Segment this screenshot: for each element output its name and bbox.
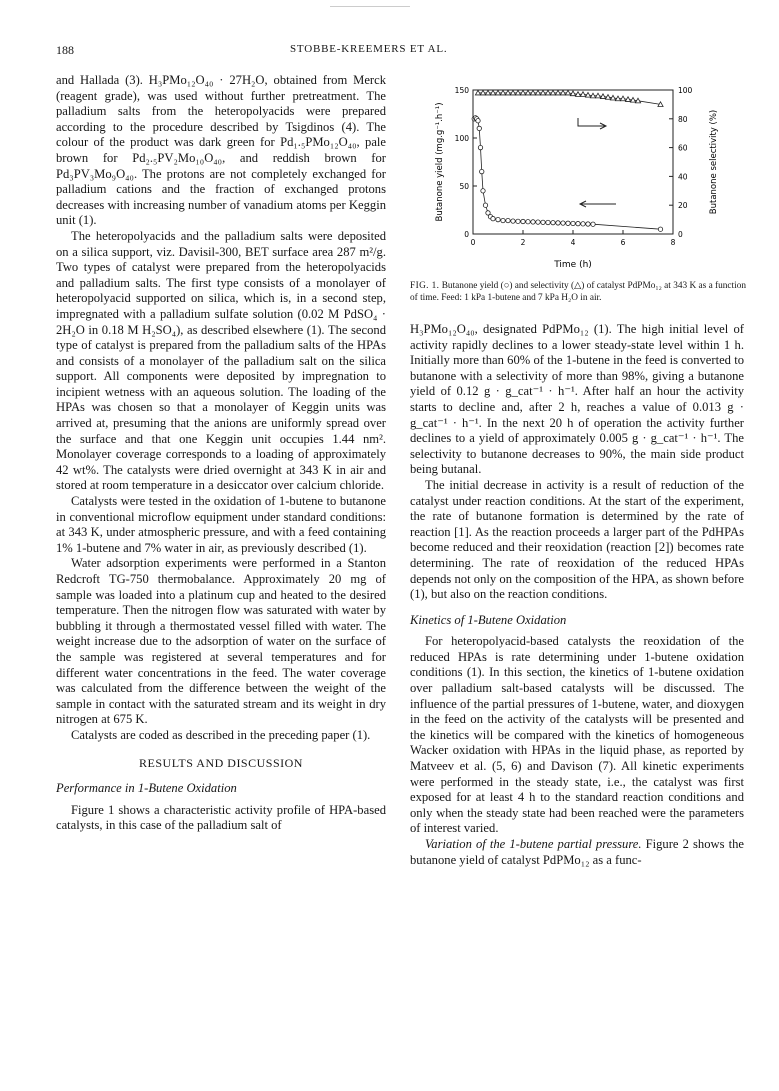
left-paragraph-2: The heteropolyacids and the palladium salts were deposited on a silica support, viz. Davisil-300, BET surface area 287 m²/g. Two types of catalyst were prepared from the heteropolyacids and palladium salts. The first type consists of a monolayer of heteropolyacid supported on silica, which is, in a second step, impregnated with a palladium sulfate solution (0.02 M PdSO₄ · 2H₂O in 0.18 M H₂SO₄), as described elsewhere (1). The second type of catalyst is prepared from the palladium salts of the HPAs and consists of a monolayer of the palladium salt on the silica support. All components were deposited by impregnation to incipient wetness with an aqueous solution. The loading of the HPAs was chosen so that a monolayer of Keggin units was arrived at, presuming that the anions are uniformly spread over the surface and that one Keggin unit occupies 1.44 nm². Monolayer coverage corresponds to a loading of approximately 42 wt%. The catalysts were dried overnight at 343 K in air and stored at room temperature in a desiccator over calcium chloride. — [56, 228, 386, 493]
y-axis-label: Butanone yield (mg.g⁻¹.h⁻¹) — [435, 102, 445, 222]
left-paragraph-4: Water adsorption experiments were performed in a Stanton Redcroft TG-750 thermobalance. Approximately 20 mg of sample was loaded into a platinum cup and heated to the desired temperature. Then the nitrogen flow was saturated with water by bubbling it through a thermostated vessel filled with water. The weight increase due to the adsorption of water on the surface of the sample was registered at several temperatures and for different water concentrations in the feed. The water coverage was calculated from the difference between the weight of the sample in contact with the saturated stream and its weight in dry nitrogen at 675 K. — [56, 556, 386, 727]
x-tick-label: 2 — [520, 238, 526, 247]
left-paragraph-1: and Hallada (3). H₃PMo₁₂O₄₀ · 27H₂O, obtained from Merck (reagent grade), was used without further pretreatment. The palladium salts from the heteropolyacids were prepared according to the procedure described by Tsigdinos (4). The colour of the product was dark green for Pd₁.₅PMo₁₂O₄₀, pale brown for Pd₂.₅PV₂Mo₁₀O₄₀, and reddish brown for Pd₃PV₃Mo₉O₄₀. The protons are not completely exchanged for palladium cations and the fraction of exchanged protons decreases with increasing number of vanadium atoms per Keggin unit (1). — [56, 73, 386, 228]
yield-point — [531, 220, 535, 224]
section-heading: RESULTS AND DISCUSSION — [139, 755, 303, 770]
right-paragraph-4 — [410, 837, 744, 868]
yield-point — [526, 220, 530, 224]
left-paragraph-6: Figure 1 shows a characteristic activity profile of HPA-based catalysts, in this case of the palladium salt of — [56, 802, 386, 833]
yield-point — [576, 221, 580, 225]
yield-point — [658, 227, 662, 231]
yield-point — [480, 169, 484, 173]
yield-point — [536, 220, 540, 224]
yield-point — [551, 220, 555, 224]
y2-tick-label: 80 — [678, 114, 688, 124]
page-number: 188 — [56, 43, 74, 57]
running-title: STOBBE-KREEMERS ET AL. — [290, 43, 448, 55]
figure-1-chart — [410, 70, 750, 280]
yield-point — [501, 218, 505, 222]
subsection-heading-performance: Performance in 1-Butene Oxidation — [56, 781, 237, 796]
yield-point — [478, 145, 482, 149]
y2-tick-label: 0 — [678, 230, 683, 239]
yield-line — [474, 118, 660, 229]
y2-tick-label: 60 — [678, 143, 688, 153]
figure-caption — [410, 280, 750, 304]
yield-point — [591, 222, 595, 226]
yield-point — [556, 221, 560, 225]
yield-point — [491, 216, 495, 220]
plot-frame — [473, 90, 673, 234]
y2-tick-label: 40 — [678, 172, 688, 182]
y-tick-label: 100 — [454, 134, 469, 143]
y2-tick-label: 100 — [678, 86, 693, 95]
yield-point — [561, 221, 565, 225]
chart-marks — [472, 90, 663, 231]
yield-point — [541, 220, 545, 224]
subsection-heading-kinetics: Kinetics of 1-Butene Oxidation — [410, 612, 567, 627]
arrow-right-icon — [578, 118, 606, 126]
yield-point — [521, 219, 525, 223]
yield-point — [477, 126, 481, 130]
yield-point — [476, 119, 480, 123]
left-paragraph-3: Catalysts were tested in the oxidation of 1-butene to butanone in conventional microflow equipment under standard conditions: at 343 K, under atmospheric pressure, and with a feed containing 1% 1-butene and 7% water in air, as previously described (1). — [56, 494, 386, 555]
x-tick-label: 8 — [670, 238, 676, 247]
right-paragraph-1: H₃PMo₁₂O₄₀, designated PdPMo₁₂ (1). The high initial level of activity rapidly declines to a lower steady-state level within 1 h. Initially more than 60% of the 1-butene in the feed is converted to butanone with a selectivity of more than 98%, giving a butanone yield of 0.12 g · g_cat⁻¹ · h⁻¹. After half an hour the activity starts to decline and, after 2 h, reaches a value of 0.013 g · g_cat⁻¹ · h⁻¹. In the next 20 h of operation the activity further declines to a yield of approximately 0.005 g · g_cat⁻¹ · h⁻¹. The selectivity to butanone decreases to 90%, the main side product being butanal. — [410, 322, 744, 477]
yield-point — [566, 221, 570, 225]
yield-point — [506, 218, 510, 222]
y-tick-label: 150 — [454, 86, 469, 95]
yield-point — [483, 203, 487, 207]
yield-point — [481, 189, 485, 193]
y2-tick-label: 20 — [678, 201, 688, 211]
paragraph-body: Figure 2 shows the butanone yield of catalyst PdPMo₁₂ as a func- — [410, 837, 744, 867]
yield-point — [581, 222, 585, 226]
yield-point — [496, 217, 500, 221]
right-paragraph-3: For heteropolyacid-based catalysts the reoxidation of the reduced HPAs is rate determining under 1-butene oxidation conditions (1). In this section, the kinetics of 1-butene oxidation over palladium salt-based catalysts will be discussed. The influence of the partial pressures of 1-butene, water, and dioxygen in the feed on the activity of the catalysts will be presented and the kinetics will be compared with the kinetics of homogeneous Wacker oxidation with HPAs in the liquid phase, as reported by Matveev et al. (5, 6) and Davison (7). All kinetic experiments were performed in the steady state, i.e., the catalyst was first exposed for at least 4 h to the standard reaction conditions and only when the steady state had been reached were the parameters of interest varied. — [410, 634, 744, 836]
paragraph-lead: Variation of the 1-butene partial pressure. — [425, 837, 642, 851]
right-column — [410, 322, 744, 868]
x-tick-label: 4 — [570, 238, 576, 247]
left-column — [56, 73, 386, 834]
x-tick-label: 0 — [470, 238, 476, 247]
page-rule — [330, 6, 410, 7]
y-tick-label: 0 — [464, 230, 469, 239]
caption-text: Butanone yield (○) and selectivity (△) of catalyst PdPMo₁₂ at 343 K as a function of time. Feed: 1 kPa 1-butene and 7 kPa H₂O in air. — [410, 281, 747, 303]
x-tick-label: 6 — [620, 238, 626, 247]
yield-point — [571, 221, 575, 225]
y2-axis-label: Butanone selectivity (%) — [709, 109, 719, 215]
yield-point — [516, 219, 520, 223]
yield-point — [546, 220, 550, 224]
caption-label: FIG. 1. — [410, 281, 440, 291]
y-tick-label: 50 — [459, 182, 469, 191]
yield-point — [586, 222, 590, 226]
right-paragraph-2: The initial decrease in activity is a result of reduction of the catalyst under reaction conditions. At the start of the experiment, the rate of butanone formation is determined by the rate of reaction [1]. As the reaction proceeds a larger part of the PdHPAs become reduced and their reoxidation (reaction [2]) becomes rate determining. The rate of reoxidation of the reduced HPAs depends not only on the composition of the HPA, as shown before (1), but also on the reaction conditions. — [410, 477, 744, 602]
left-paragraph-5: Catalysts are coded as described in the preceding paper (1). — [71, 727, 371, 742]
chart-svg — [410, 70, 750, 280]
yield-point — [511, 219, 515, 223]
x-axis-label: Time (h) — [554, 260, 592, 270]
